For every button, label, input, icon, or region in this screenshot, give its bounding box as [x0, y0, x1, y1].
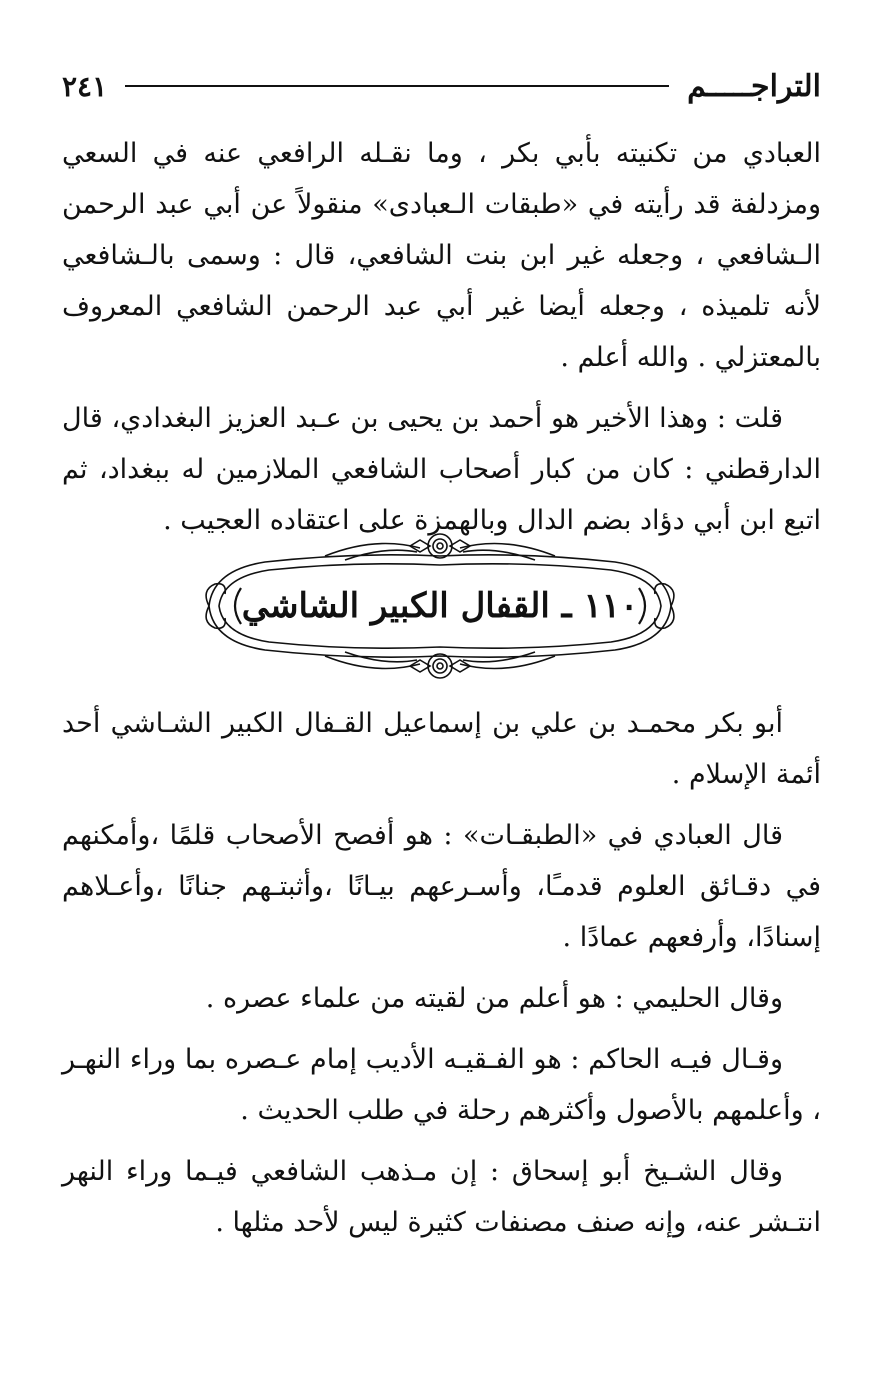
page-header [62, 62, 821, 110]
page-number: ٢٤١ [62, 69, 108, 103]
paragraph: قال العبادي في «الطبقـات» : هو أفصح الأصحاب قلمًا ،وأمكنهم في دقـائق العلوم قدمـًا، وأسـرعهم بيـانًا ،وأثبتـهم جنانًا ،وأعـلاهم إسنادًا، وأرفعهم عمادًا . [62, 820, 821, 953]
top-text-block [62, 128, 821, 556]
paragraph-continuation: العبادي من تكنيته بأبي بكر ، وما نقـله الرافعي عنه في السعي ومزدلفة قد رأيته في «طبقات الـعبادى» منقولاً عن أبي عبد الرحمن الـشافعي ، وجعله غير ابن بنت الشافعي، قال : وسمى بالـشافعي لأنه تلميذه ، وجعله أيضا غير أبي عبد الرحمن الشافعي المعروف بالمعتزلي . والله أعلم . [62, 138, 821, 373]
running-title: التراجـــــم [687, 68, 821, 104]
paragraph: وقال الحليمي : هو أعلم من لقيته من علماء عصره . [205, 983, 783, 1014]
header-rule [125, 85, 669, 87]
paragraph: أبو بكر محمـد بن علي بن إسماعيل القـفال الكبير الشـاشي أحد أئمة الإسلام . [62, 708, 821, 790]
paragraph: وقال الشـيخ أبو إسحاق : إن مـذهب الشافعي فيـما وراء النهر انتـشر عنه، وإنه صنف مصنفات كثيرة ليس لأحد مثلها . [62, 1156, 821, 1238]
paragraph: وقـال فيـه الحاكم : هو الفـقيـه الأديب إمام عـصره بما وراء النهـر ، وأعلمهم بالأصول وأكثرهم رحلة في طلب الحديث . [62, 1044, 821, 1126]
section-heading: ١١٠ ـ القفال الكبير الشاشي [241, 586, 639, 626]
section-heading-frame [205, 530, 675, 680]
bottom-text-block [62, 698, 821, 1258]
paragraph: قلت : وهذا الأخير هو أحمد بن يحيى بن عـبد العزيز البغدادي، قال الدارقطني : كان من كبار أصحاب الشافعي الملازمين له ببغداد، ثم اتبع ابن أبي دؤاد بضم الدال وبالهمزة على اعتقاده العجيب . [62, 403, 821, 536]
